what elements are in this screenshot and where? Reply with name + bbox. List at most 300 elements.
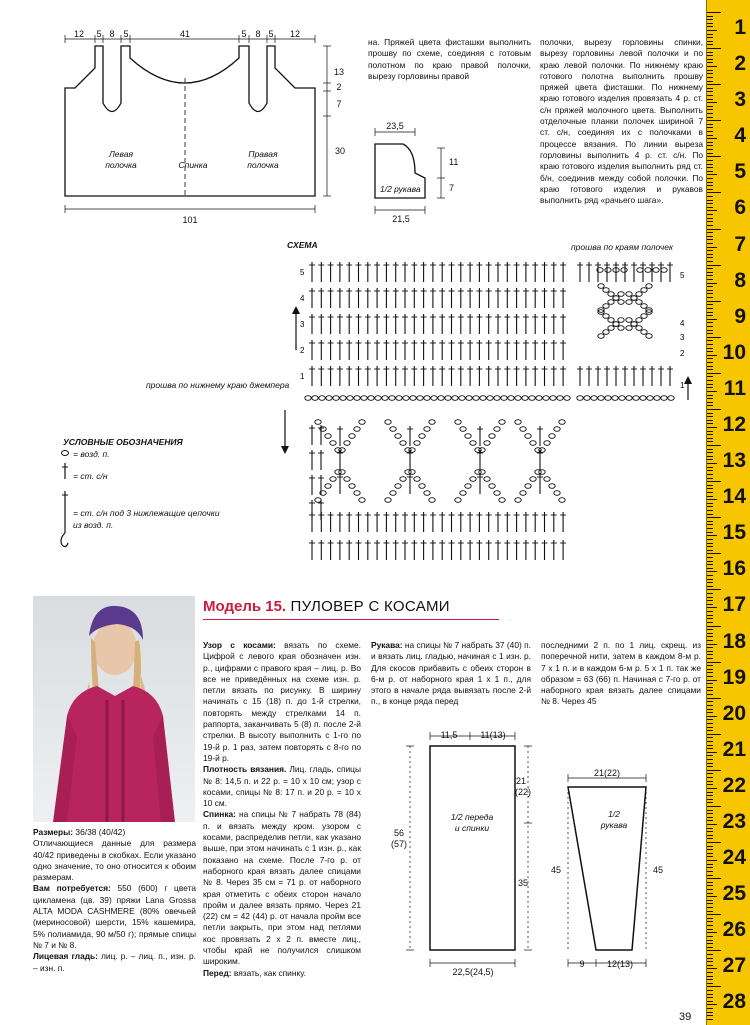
ruler-tick bbox=[707, 824, 717, 825]
ruler-mark: 23 bbox=[722, 810, 746, 833]
ruler-tick bbox=[707, 41, 713, 42]
ruler-tick bbox=[707, 225, 713, 226]
ruler-tick bbox=[707, 355, 717, 356]
ruler-tick bbox=[707, 925, 713, 926]
ruler-tick bbox=[707, 654, 713, 655]
ruler-tick bbox=[707, 763, 713, 764]
stitch-value: лиц. р. – лиц. п., изн. р. – изн. п. bbox=[33, 951, 196, 973]
ruler-tick bbox=[707, 275, 713, 276]
chain-stitch bbox=[494, 427, 500, 432]
chain-stitch bbox=[626, 292, 632, 297]
ruler-tick bbox=[707, 687, 713, 688]
ruler-tick bbox=[707, 286, 713, 287]
text-column-instructions bbox=[203, 640, 361, 979]
ruler-tick bbox=[707, 734, 721, 735]
ruler-tick bbox=[707, 66, 717, 67]
body-bottom: 22,5(24,5) bbox=[452, 967, 494, 977]
chain-stitch bbox=[549, 484, 555, 489]
ruler-tick bbox=[707, 319, 717, 320]
ruler-tick bbox=[707, 131, 713, 132]
ruler-tick bbox=[707, 99, 713, 100]
ruler-tick bbox=[707, 369, 713, 370]
chain-stitch bbox=[543, 396, 549, 401]
ruler-tick bbox=[707, 380, 713, 381]
chain-stitch bbox=[470, 441, 476, 446]
chain-stitch bbox=[520, 427, 526, 432]
dim-width: 12 bbox=[73, 29, 85, 39]
chain-stitch bbox=[605, 268, 611, 273]
ruler-mark: 28 bbox=[722, 990, 746, 1014]
chain-stitch bbox=[319, 396, 325, 401]
sizes-note: Отличающиеся данные для размера 40/42 приведены в скобках. Если указано одно значение, то оно относится к обоим размерам. bbox=[33, 838, 196, 883]
sizes-label: Размеры: bbox=[33, 827, 74, 837]
chain-stitch bbox=[375, 396, 381, 401]
chain-stitch bbox=[539, 470, 545, 475]
body-label-2: и спинки bbox=[454, 823, 490, 833]
ruler-tick bbox=[707, 810, 713, 811]
chain-stitch bbox=[626, 396, 632, 401]
chain-stitch bbox=[395, 434, 401, 439]
ruler-tick bbox=[707, 968, 717, 969]
ruler-tick bbox=[707, 102, 717, 103]
ruler-tick bbox=[707, 456, 713, 457]
ruler-tick bbox=[707, 828, 713, 829]
ruler-tick bbox=[707, 236, 713, 237]
chain-stitch bbox=[544, 477, 550, 482]
sleeve-label-text: Рукава: bbox=[371, 640, 403, 650]
ruler-tick bbox=[707, 261, 713, 262]
sleeve-pattern-top: 21(22) bbox=[593, 768, 621, 778]
sleeve-pattern-bottom-a: 9 bbox=[579, 959, 585, 969]
ruler-tick bbox=[707, 153, 713, 154]
ruler-mark: 21 bbox=[722, 737, 746, 761]
scheme-left-label: прошва по нижнему краю джемпера bbox=[146, 380, 290, 390]
ruler-tick bbox=[707, 618, 713, 619]
chain-stitch bbox=[564, 396, 570, 401]
chain-stitch bbox=[424, 491, 430, 496]
chain-stitch bbox=[349, 434, 355, 439]
ruler-tick bbox=[707, 853, 713, 854]
ruler-tick bbox=[707, 70, 713, 71]
ruler-tick bbox=[707, 405, 713, 406]
ruler-tick bbox=[707, 820, 713, 821]
ruler-tick bbox=[707, 806, 721, 807]
ruler-tick bbox=[707, 95, 713, 96]
chain-stitch bbox=[613, 322, 619, 327]
ruler-tick bbox=[707, 990, 713, 991]
ruler-tick bbox=[707, 748, 713, 749]
ruler-mark: 17 bbox=[722, 593, 746, 617]
ruler-tick bbox=[707, 304, 713, 305]
density-value: Лиц. гладь, спицы № 8: 14,5 п. и 22 р. = 10 х 10 см; узор с косами, спицы № 8: 17 п. и 20 р. = 10 х 10 см. bbox=[203, 764, 361, 809]
ruler-tick bbox=[707, 109, 713, 110]
ruler-tick bbox=[707, 665, 713, 666]
label-right-front: Правая bbox=[248, 149, 278, 159]
ruler-tick bbox=[707, 997, 713, 998]
ruler-tick bbox=[707, 124, 713, 125]
ruler-tick bbox=[707, 510, 713, 511]
sleeve-pattern-bottom-b: 12(13) bbox=[606, 959, 634, 969]
chain-stitch bbox=[438, 396, 444, 401]
chain-stitch bbox=[501, 396, 507, 401]
chain-stitch bbox=[429, 498, 435, 503]
chain-stitch bbox=[459, 396, 465, 401]
legend-symbols bbox=[58, 445, 78, 555]
chain-stitch bbox=[608, 326, 614, 331]
chain-stitch bbox=[354, 491, 360, 496]
label-right-front: полочка bbox=[247, 160, 279, 170]
sleeve-h1: 11 bbox=[449, 157, 459, 167]
ruler-tick bbox=[707, 644, 717, 645]
ruler-tick bbox=[707, 434, 713, 435]
chain-stitch bbox=[608, 318, 614, 323]
ruler-tick bbox=[707, 283, 717, 284]
ruler-tick bbox=[707, 232, 713, 233]
legend-item-dc-under: = ст. с/н под 3 нижлежащие цепочки bbox=[73, 508, 220, 518]
text-column-top-2: полочки, вырезу горловины спинки, вырезу горловины левой полочки и по краю левой полочки. По нижнему краю готового полотна выполнить прошву пряжей цвета фисташки. По нижнему краю готового изделия провязать 4 р. ст. с/н пряжей молочного цвета. Выполнить отделочные планки полочек шириной 7 ст. с/н, соединяя их с полочками в процессе вязания. По линии выреза горловины выполнить 4 р. ст. с/н. По краю готового изделия выполнить ряд ст. б/н, соединив между собой полочки. По краю готового изделия и рукавов выполнить ряд «рачьего шага». bbox=[540, 37, 703, 206]
label-left-front: Левая bbox=[108, 149, 134, 159]
row-number-left: 1 bbox=[300, 372, 305, 381]
chain-stitch bbox=[452, 396, 458, 401]
ruler-tick bbox=[707, 492, 713, 493]
chain-stitch bbox=[494, 396, 500, 401]
chain-stitch bbox=[636, 292, 642, 297]
ruler-tick bbox=[707, 907, 713, 908]
ruler-tick bbox=[707, 499, 717, 500]
ruler-tick bbox=[707, 517, 721, 518]
ruler-tick bbox=[707, 218, 713, 219]
ruler-tick bbox=[707, 755, 713, 756]
dim-width: 41 bbox=[179, 29, 191, 39]
ruler-tick bbox=[707, 23, 713, 24]
chain-stitch bbox=[333, 396, 339, 401]
chain-stitch bbox=[382, 396, 388, 401]
ruler-tick bbox=[707, 896, 717, 897]
ruler-tick bbox=[707, 395, 713, 396]
chain-stitch bbox=[409, 470, 415, 475]
ruler-tick bbox=[707, 12, 721, 13]
ruler-tick bbox=[707, 831, 713, 832]
chain-stitch bbox=[396, 396, 402, 401]
ruler-tick bbox=[707, 589, 721, 590]
ruler-tick bbox=[707, 719, 713, 720]
ruler-tick bbox=[707, 142, 713, 143]
ruler-tick bbox=[707, 622, 713, 623]
chain-stitch bbox=[385, 498, 391, 503]
chain-stitch bbox=[636, 318, 642, 323]
ruler-tick bbox=[707, 658, 713, 659]
sleeve-pattern-right: 45 bbox=[652, 865, 664, 875]
ruler-tick bbox=[707, 759, 713, 760]
ruler-tick bbox=[707, 138, 717, 139]
ruler-tick bbox=[707, 200, 713, 201]
ruler-tick bbox=[707, 88, 713, 89]
chain-stitch bbox=[631, 296, 637, 301]
chain-stitch bbox=[598, 334, 604, 339]
ruler-tick bbox=[707, 189, 713, 190]
ruler-tick bbox=[707, 781, 713, 782]
model-title bbox=[203, 598, 499, 620]
ruler-tick bbox=[707, 73, 713, 74]
ruler-tick bbox=[707, 16, 713, 17]
legend-item-dc-under-2: из возд. п. bbox=[73, 520, 114, 530]
ruler-tick bbox=[707, 52, 713, 53]
chain-stitch bbox=[359, 498, 365, 503]
ruler-tick bbox=[707, 297, 713, 298]
ruler-tick bbox=[707, 441, 713, 442]
chain-stitch bbox=[641, 304, 647, 309]
chain-stitch bbox=[520, 491, 526, 496]
ruler-tick bbox=[707, 936, 713, 937]
ruler-tick bbox=[707, 878, 721, 879]
ruler-tick bbox=[707, 838, 713, 839]
chain-stitch bbox=[626, 300, 632, 305]
ruler-tick bbox=[707, 293, 713, 294]
chain-stitch bbox=[403, 396, 409, 401]
chain-stitch bbox=[349, 484, 355, 489]
ruler-tick bbox=[707, 402, 713, 403]
ruler-tick bbox=[707, 694, 713, 695]
ruler-tick bbox=[707, 333, 713, 334]
chain-stitch bbox=[626, 318, 632, 323]
ruler-tick bbox=[707, 615, 713, 616]
chain-stitch bbox=[530, 441, 536, 446]
chain-stitch bbox=[668, 396, 674, 401]
ruler-tick bbox=[707, 120, 721, 121]
ruler-mark: 12 bbox=[722, 413, 746, 436]
chain-stitch bbox=[480, 396, 486, 401]
chain-stitch bbox=[530, 477, 536, 482]
chain-stitch bbox=[618, 318, 624, 323]
ruler-tick bbox=[707, 387, 713, 388]
chain-stitch bbox=[354, 427, 360, 432]
chain-stitch bbox=[618, 292, 624, 297]
chain-stitch bbox=[554, 491, 560, 496]
row-number-left: 2 bbox=[300, 346, 305, 355]
ruler-mark: 16 bbox=[722, 557, 746, 581]
materials-label: Вам потребуется: bbox=[33, 883, 111, 894]
ruler-tick bbox=[707, 358, 713, 359]
chain-stitch bbox=[484, 477, 490, 482]
chain-stitch bbox=[499, 420, 505, 425]
ruler-mark: 11 bbox=[723, 376, 746, 400]
woman-in-sweater-illustration bbox=[33, 596, 195, 822]
ruler-tick bbox=[707, 351, 713, 352]
ruler-tick bbox=[707, 860, 717, 861]
ruler-tick bbox=[707, 604, 713, 605]
row-number-right: 1 bbox=[680, 381, 685, 390]
dim-width: 8 bbox=[255, 29, 261, 39]
ruler-tick bbox=[707, 662, 721, 663]
chain-stitch bbox=[559, 498, 565, 503]
ruler-tick bbox=[707, 976, 713, 977]
ruler-tick bbox=[707, 521, 713, 522]
ruler-tick bbox=[707, 571, 717, 572]
ruler-tick bbox=[707, 701, 713, 702]
ruler-tick bbox=[707, 106, 713, 107]
body-left-a: 56 bbox=[393, 828, 405, 838]
cable-label: Узор с косами: bbox=[203, 640, 276, 650]
ruler-tick bbox=[707, 921, 713, 922]
chain-stitch bbox=[636, 300, 642, 305]
ruler-tick bbox=[707, 207, 713, 208]
chain-stitch bbox=[400, 441, 406, 446]
ruler-tick bbox=[707, 994, 713, 995]
chain-stitch bbox=[550, 396, 556, 401]
ruler-tick bbox=[707, 174, 717, 175]
chain-stitch bbox=[455, 420, 461, 425]
row-number-right: 5 bbox=[680, 271, 685, 280]
ruler-tick bbox=[707, 593, 713, 594]
ruler-tick bbox=[707, 135, 713, 136]
ruler-tick bbox=[707, 81, 713, 82]
chain-stitch bbox=[631, 322, 637, 327]
ruler-tick bbox=[707, 842, 721, 843]
sleeve-h2: 7 bbox=[449, 183, 455, 193]
chain-stitch bbox=[647, 396, 653, 401]
ruler-tick bbox=[707, 59, 713, 60]
chain-stitch bbox=[339, 470, 345, 475]
chain-stitch bbox=[618, 326, 624, 331]
row-number-left: 5 bbox=[300, 268, 305, 277]
sleeve-pattern-label-2: рукава bbox=[600, 820, 628, 830]
materials-value: 550 (600) г цвета цикламена (цв. 39) пряжи Lana Grossa ALTA MODA CASHMERE (80% овечьей (мериносовой) шерсти, 15% кашемира, 5% полиамида, 90 м/50 г); прямые спицы № 7 и № 8. bbox=[33, 883, 196, 950]
ruler-tick bbox=[707, 55, 713, 56]
ruler-tick bbox=[707, 629, 713, 630]
chain-stitch bbox=[645, 268, 651, 273]
ruler-tick bbox=[707, 940, 713, 941]
ruler-tick bbox=[707, 398, 713, 399]
direction-arrow-head bbox=[292, 306, 300, 314]
chain-stitch bbox=[460, 491, 466, 496]
row-number-right: 2 bbox=[680, 349, 685, 358]
chain-stitch bbox=[479, 470, 485, 475]
chain-stitch bbox=[325, 484, 331, 489]
stitch-label: Лицевая гладь: bbox=[33, 951, 98, 962]
ruler-tick bbox=[707, 496, 713, 497]
scheme-title: СХЕМА bbox=[287, 240, 318, 250]
ruler-tick bbox=[707, 84, 721, 85]
ruler-tick bbox=[707, 636, 713, 637]
direction-arrow-head bbox=[281, 446, 289, 454]
chain-stitch bbox=[508, 396, 514, 401]
model-name: ПУЛОВЕР С КОСАМИ bbox=[290, 598, 450, 615]
scheme-right-label: прошва по краям полочек bbox=[571, 242, 673, 252]
ruler-mark: 20 bbox=[722, 701, 746, 725]
ruler-tick bbox=[707, 647, 713, 648]
ruler-tick bbox=[707, 1001, 713, 1002]
ruler-tick bbox=[707, 478, 713, 479]
ruler-tick bbox=[707, 889, 713, 890]
chain-stitch bbox=[354, 396, 360, 401]
chain-stitch bbox=[584, 396, 590, 401]
dim-total-width: 101 bbox=[182, 215, 198, 225]
sleeve-top-width: 23,5 bbox=[386, 121, 404, 131]
ruler-tick bbox=[707, 640, 713, 641]
ruler-tick bbox=[707, 1015, 713, 1016]
ruler-tick bbox=[707, 972, 713, 973]
chain-stitch bbox=[536, 396, 542, 401]
chain-stitch bbox=[470, 477, 476, 482]
front-label: Перед: bbox=[203, 967, 232, 978]
chain-stitch bbox=[368, 396, 374, 401]
ruler-tick bbox=[707, 384, 713, 385]
ruler-tick bbox=[707, 561, 713, 562]
chain-stitch bbox=[641, 314, 647, 319]
ruler-tick bbox=[707, 185, 713, 186]
chain-stitch bbox=[424, 396, 430, 401]
chain-stitch bbox=[494, 491, 500, 496]
ruler-tick bbox=[707, 958, 713, 959]
ruler-tick bbox=[707, 373, 721, 374]
dim-width: 8 bbox=[109, 29, 115, 39]
chain-stitch bbox=[484, 441, 490, 446]
ruler-tick bbox=[707, 586, 713, 587]
chain-stitch bbox=[361, 396, 367, 401]
row-number-left: 3 bbox=[300, 320, 305, 329]
body-pattern-diagram bbox=[385, 728, 545, 978]
chain-stitch bbox=[653, 268, 659, 273]
ruler-mark: 1 bbox=[734, 16, 746, 39]
ruler-tick bbox=[707, 239, 713, 240]
chain-stitch bbox=[598, 284, 604, 289]
ruler-tick bbox=[707, 452, 713, 453]
ruler-mark: 13 bbox=[722, 449, 746, 473]
ruler-tick bbox=[707, 268, 713, 269]
chain-stitch bbox=[646, 334, 652, 339]
chain-stitch bbox=[641, 330, 647, 335]
chain-stitch bbox=[325, 434, 331, 439]
ruler-tick bbox=[707, 160, 713, 161]
ruler-tick bbox=[707, 171, 713, 172]
direction-arrow-head bbox=[684, 376, 692, 384]
label-back: Спинка bbox=[178, 160, 208, 170]
ruler-tick bbox=[707, 247, 717, 248]
chain-stitch bbox=[640, 396, 646, 401]
chain-stitch bbox=[410, 396, 416, 401]
chain-stitch bbox=[400, 477, 406, 482]
ruler-tick bbox=[707, 669, 713, 670]
ruler-mark: 6 bbox=[734, 196, 746, 220]
chain-stitch bbox=[389, 396, 395, 401]
chain-stitch bbox=[621, 268, 627, 273]
ruler-tick bbox=[707, 882, 713, 883]
chain-stitch bbox=[636, 326, 642, 331]
ruler-mark: 10 bbox=[722, 340, 746, 364]
chain-stitch bbox=[515, 396, 521, 401]
ruler-tick bbox=[707, 167, 713, 168]
chain-stitch bbox=[487, 396, 493, 401]
ruler-tick bbox=[707, 597, 713, 598]
chain-stitch bbox=[618, 300, 624, 305]
chain-stitch bbox=[515, 498, 521, 503]
sleeve-pattern-left: 45 bbox=[550, 865, 562, 875]
chain-stitch bbox=[654, 396, 660, 401]
chain-stitch bbox=[549, 434, 555, 439]
ruler-mark: 5 bbox=[734, 160, 746, 184]
chain-stitch bbox=[395, 484, 401, 489]
ruler-tick bbox=[707, 337, 721, 338]
ruler-tick bbox=[707, 524, 713, 525]
ruler-tick bbox=[707, 727, 713, 728]
ruler-tick bbox=[707, 48, 721, 49]
chain-stitch bbox=[417, 396, 423, 401]
chain-stitch bbox=[605, 396, 611, 401]
ruler-tick bbox=[707, 156, 721, 157]
ruler-tick bbox=[707, 817, 713, 818]
ruler-tick bbox=[707, 903, 713, 904]
chain-stitch bbox=[305, 396, 311, 401]
